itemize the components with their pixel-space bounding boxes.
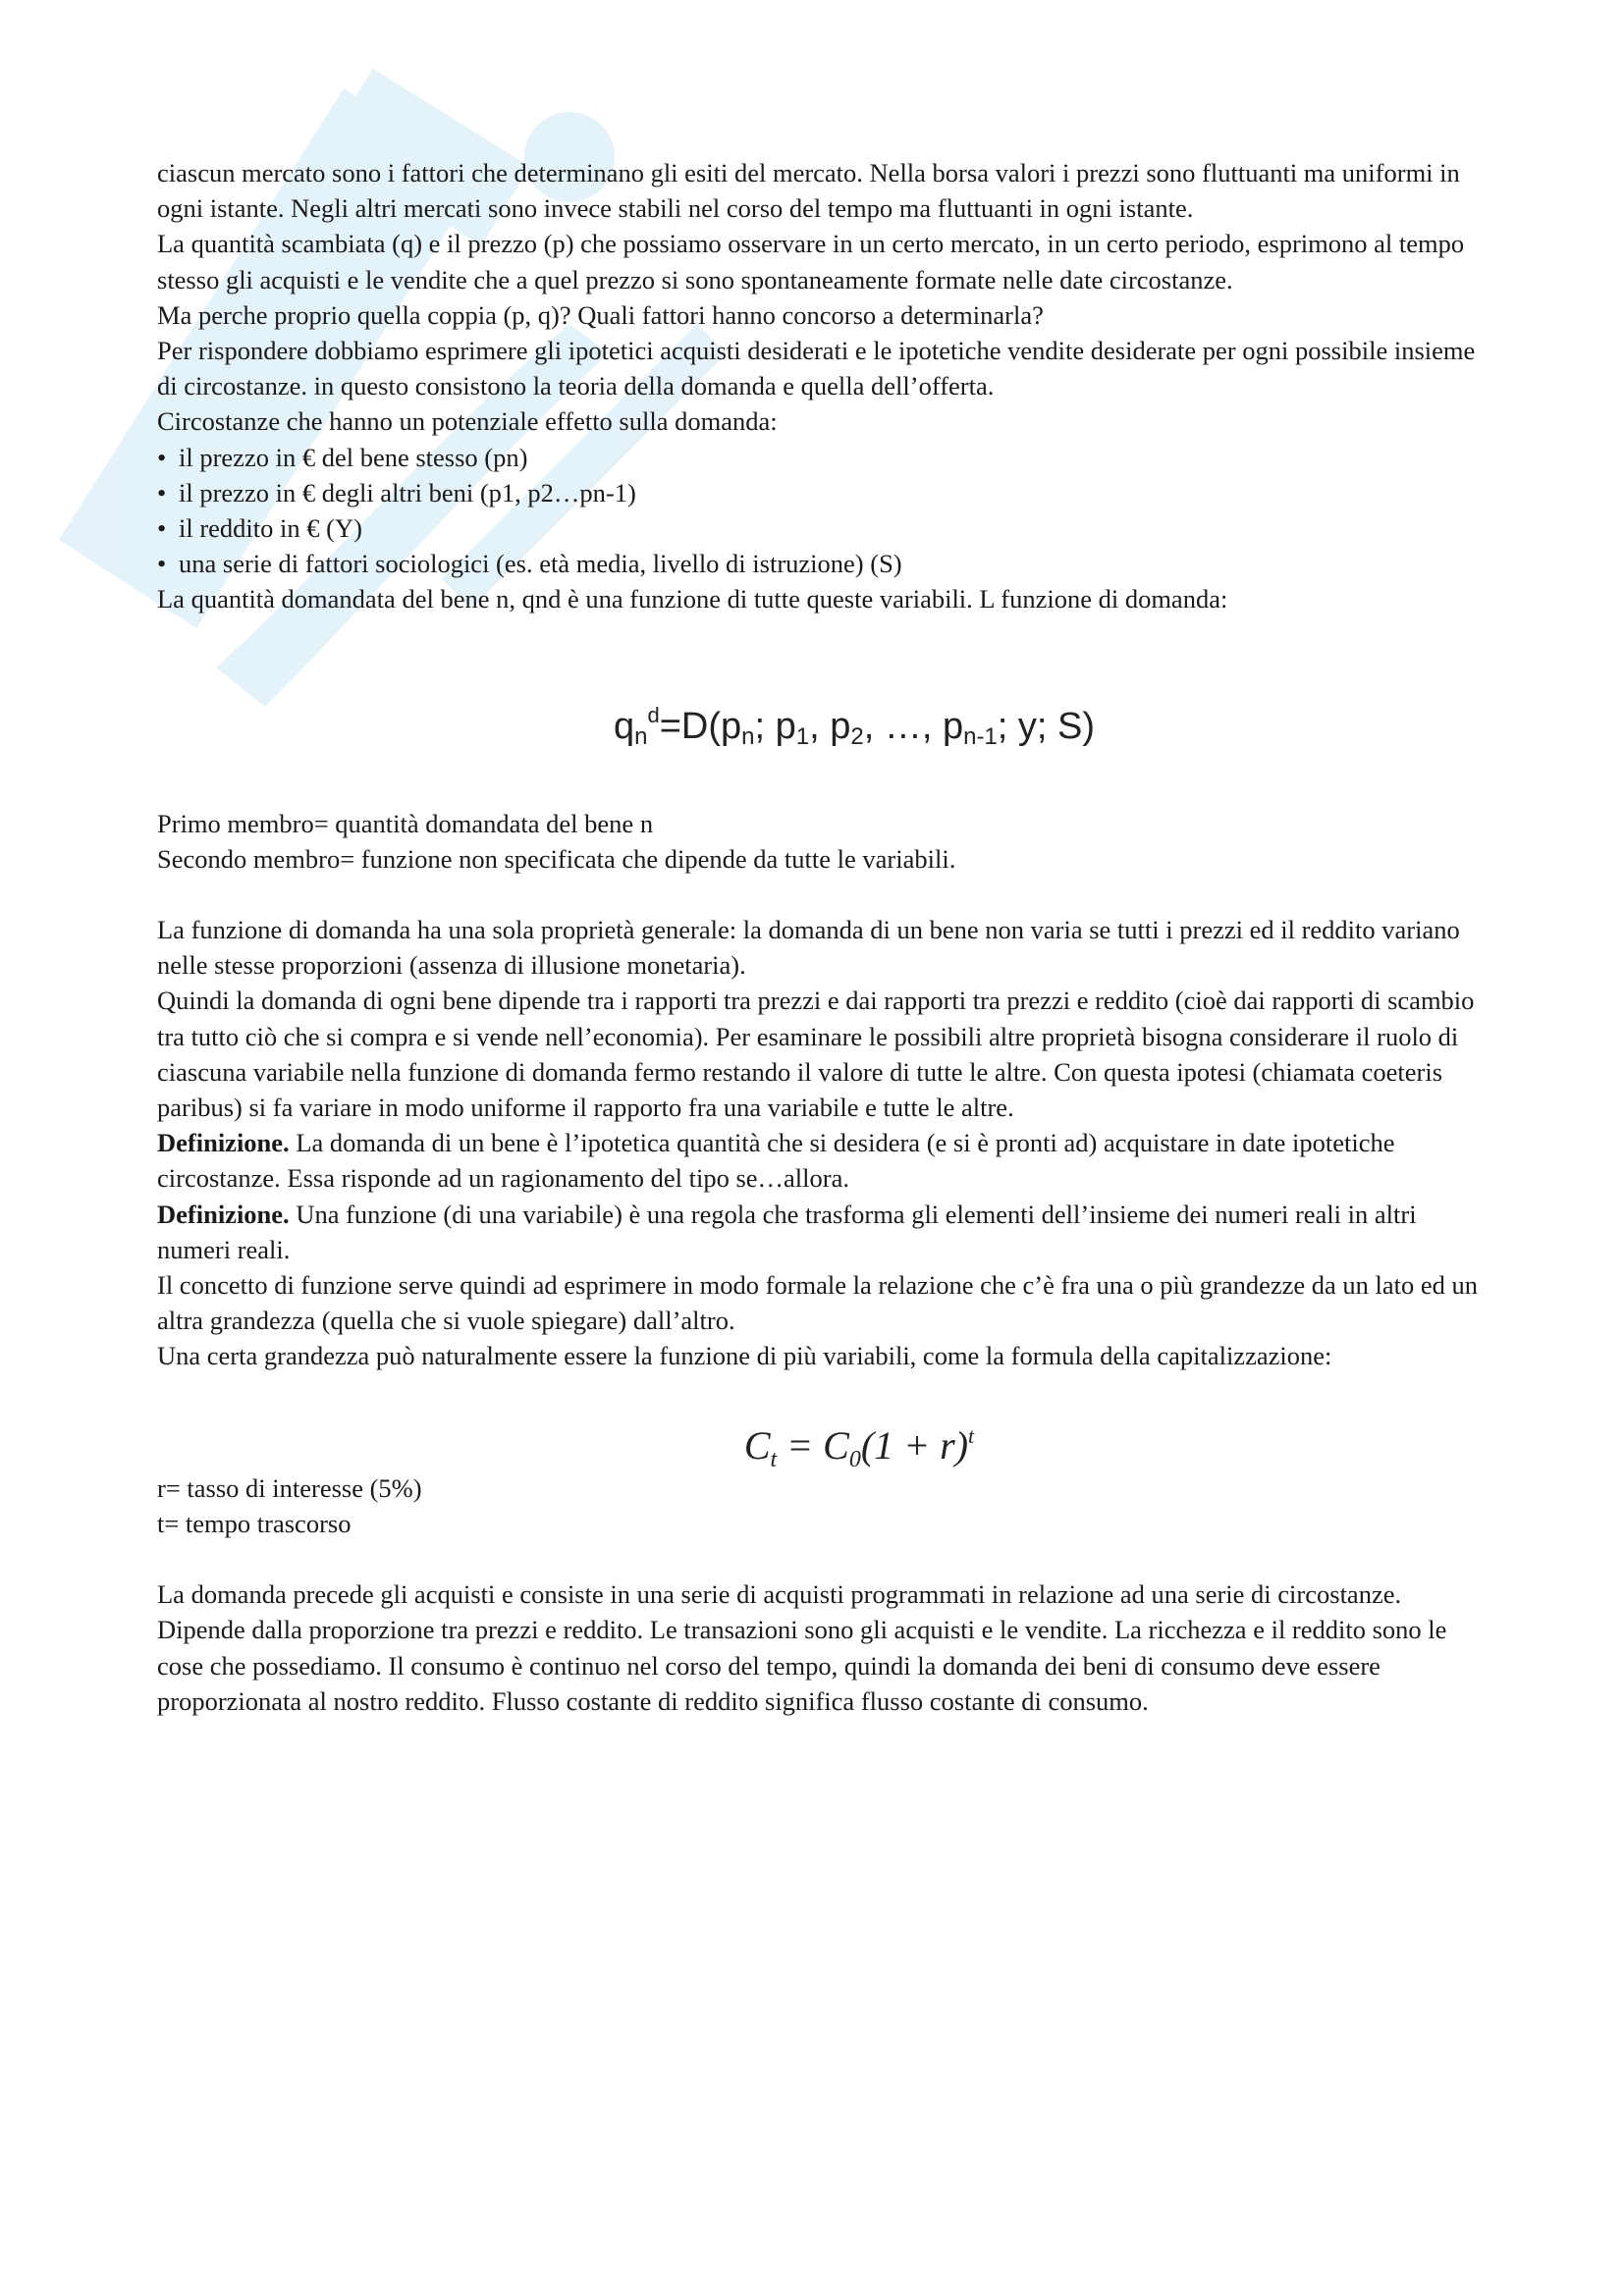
- variable-definition: r= tasso di interesse (5%): [157, 1472, 422, 1503]
- paragraph: Quindi la domanda di ogni bene dipende tra i rapporti tra prezzi e dai rapporti tra prezzi e reddito (cioè dai rapporti di scambio tra tutto ciò che si compra e si vende nell’economia). Per esaminare le possibili altre proprietà bisogna considerare il ruolo di ciascuna variabile nella funzione di domanda fermo restando il valore di tutte le altre. Con questa ipotesi (chiamata coeteris paribus) si fa variare in modo uniforme il rapporto fra una variabile e tutte le altre.: [157, 986, 1475, 1123]
- bullet-icon: •: [157, 442, 167, 472]
- bullet-icon: •: [157, 513, 167, 544]
- capitalization-formula: $C_t = C_0(1 + r)^t$: [743, 1422, 975, 1472]
- paragraph: Una certa grandezza può naturalmente essere la funzione di più variabili, come la formula della capitalizzazione:: [157, 1341, 1332, 1371]
- paragraph: Ma perche proprio quella coppia (p, q)? Quali fattori hanno concorso a determinarla?: [157, 299, 1044, 330]
- document-body: [157, 155, 1483, 1719]
- paragraph: La quantità domandata del bene n, qnd è una funzione di tutte queste variabili. L funzione di domanda:: [157, 584, 1228, 614]
- definition: Definizione. La domanda di un bene è l’ipotetica quantità che si desidera (e si è pronti ad) acquistare in date ipotetiche circostanze. Essa risponde ad un ragionamento del tipo se…allora.: [157, 1128, 1395, 1194]
- paragraph: Il concetto di funzione serve quindi ad esprimere in modo formale la relazione che c’è fra una o più grandezze da un lato ed un altra grandezza (quella che si vuole spiegare) dall’altro.: [157, 1270, 1479, 1336]
- paragraph: La quantità scambiata (q) e il prezzo (p) che possiamo osservare in un certo mercato, in un certo periodo, esprimono al tempo stesso gli acquisti e le vendite che a quel prezzo si sono spontaneamente formate nelle date circostanze.: [157, 229, 1465, 294]
- member-definition: Primo membro= quantità domandata del bene n: [157, 808, 654, 838]
- bullet-icon: •: [157, 549, 167, 579]
- list-item: • una serie di fattori sociologici (es. età media, livello di istruzione) (S): [157, 546, 1483, 581]
- definition-label: Definizione.: [157, 1128, 290, 1158]
- paragraph: ciascun mercato sono i fattori che determinano gli esiti del mercato. Nella borsa valori i prezzi sono fluttuanti ma uniformi in ogni istante. Negli altri mercati sono invece stabili nel corso del tempo ma fluttuanti in ogni istante.: [157, 158, 1460, 224]
- list-item: • il prezzo in € degli altri beni (p1, p2…pn-1): [157, 475, 1483, 510]
- definition: Definizione. Una funzione (di una variabile) è una regola che trasforma gli elementi dell’insieme dei numeri reali in altri numeri reali.: [157, 1199, 1417, 1264]
- definition-label: Definizione.: [157, 1199, 290, 1229]
- list-item: • il reddito in € (Y): [157, 510, 1483, 546]
- paragraph: La domanda precede gli acquisti e consiste in una serie di acquisti programmati in relazione ad una serie di circostanze. Dipende dalla proporzione tra prezzi e reddito. Le transazioni sono gli acquisti e le vendite. La ricchezza e il reddito sono le cose che possediamo. Il consumo è continuo nel corso del tempo, quindi la domanda dei beni di consumo deve essere proporzionata al nostro reddito. Flusso costante di reddito significa flusso costante di consumo.: [157, 1579, 1447, 1716]
- paragraph: La funzione di domanda ha una sola proprietà generale: la domanda di un bene non varia se tutti i prezzi ed il reddito variano nelle stesse proporzioni (assenza di illusione monetaria).: [157, 915, 1460, 981]
- member-definition: Secondo membro= funzione non specificata che dipende da tutte le variabili.: [157, 843, 956, 874]
- list-item: • il prezzo in € del bene stesso (pn): [157, 440, 1483, 475]
- bullet-icon: •: [157, 477, 167, 507]
- bullet-list: [157, 440, 1483, 582]
- demand-function-formula: $q_n^d=D(p_n$; $p_1$, $p_2$, …, $p_{n-1}$; y; S): [613, 702, 1096, 750]
- paragraph: Circostanze che hanno un potenziale effetto sulla domanda:: [157, 406, 778, 437]
- variable-definition: t= tempo trascorso: [157, 1508, 352, 1538]
- paragraph: Per rispondere dobbiamo esprimere gli ipotetici acquisti desiderati e le ipotetiche vendite desiderate per ogni possibile insieme di circostanze. in questo consistono la teoria della domanda e quella dell’offerta.: [157, 336, 1476, 401]
